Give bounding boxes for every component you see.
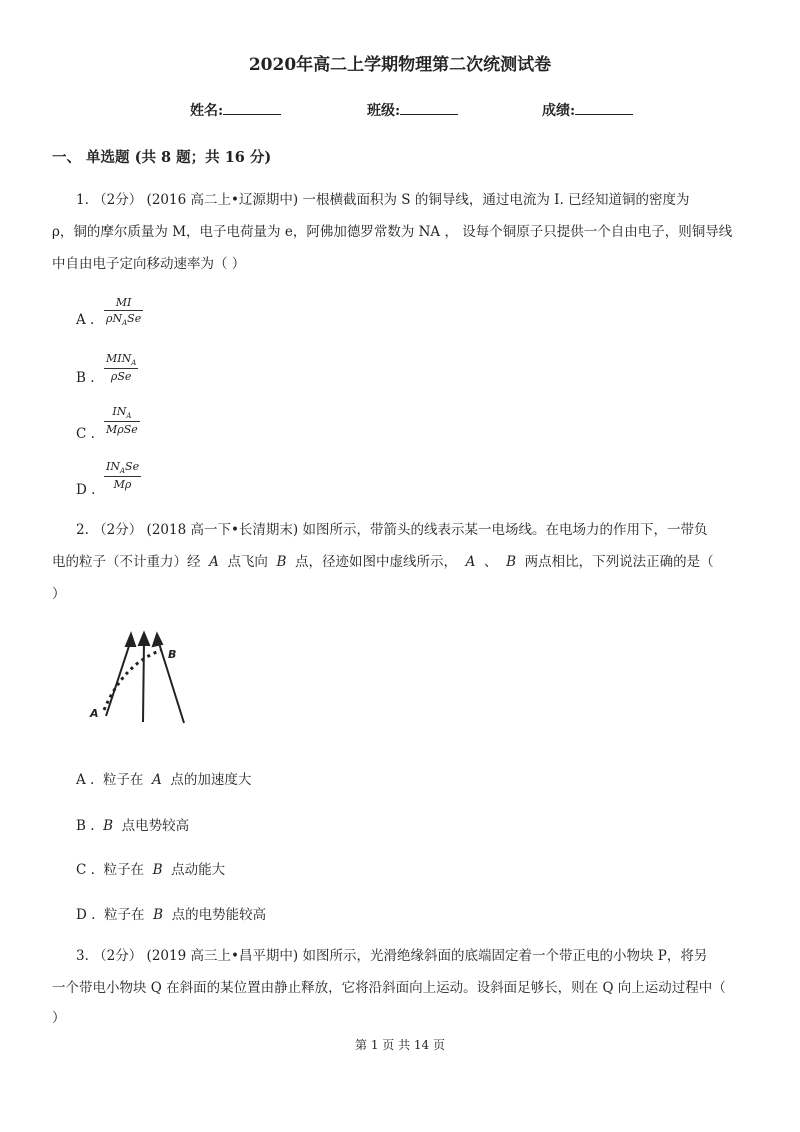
- score-blank: [575, 101, 633, 115]
- fraction-numerator: $IN_A$: [112, 405, 132, 421]
- q1-option-b-label: B .: [76, 370, 95, 386]
- q1-option-d-label: D .: [76, 482, 96, 498]
- q2-option-b: B . B 点电势较高: [76, 818, 190, 834]
- q1-option-a-formula: [104, 296, 143, 327]
- name-field: [190, 100, 281, 120]
- particle-trajectory: [104, 650, 162, 710]
- q3-line2: 一个带电小物块 Q 在斜面的某位置由静止释放，它将沿斜面向上运动。设斜面足够长，则在 Q 向上运动过程中（: [52, 980, 726, 996]
- q1-line1: 1. （2分） (2016 高二上•辽源期中) 一根横截面积为 S 的铜导线，通过电流为 I. 已经知道铜的密度为: [76, 192, 690, 208]
- arrow-head-left: [126, 634, 135, 646]
- name-blank: [223, 101, 281, 115]
- score-field: [542, 100, 633, 120]
- q2-line2: 电的粒子（不计重力）经 A 点飞向 B 点，径迹如图中虚线所示， A 、 B 两点相比，下列说法正确的是（: [52, 554, 714, 570]
- point-a-label: A: [209, 554, 219, 570]
- page-footer: 第 1 页 共 14 页: [355, 1038, 445, 1052]
- fraction-denominator: Mρ: [113, 478, 132, 492]
- page-title: 2020年高二上学期物理第二次统测试卷: [248, 55, 552, 75]
- figure-label-b: B: [168, 648, 177, 661]
- q1-line2: ρ，铜的摩尔质量为 M，电子电荷量为 e，阿佛加德罗常数为 NA ， 设每个铜原子只提供一个自由电子，则铜导线: [52, 224, 733, 240]
- class-blank: [400, 101, 458, 115]
- field-line-left: [106, 640, 131, 716]
- fraction-numerator: MI: [115, 296, 132, 309]
- fraction-bar: [104, 476, 141, 477]
- fraction-bar: [104, 368, 138, 369]
- q2-line3: ）: [52, 586, 66, 602]
- arrow-head-middle: [139, 633, 149, 645]
- q3-line1: 3. （2分） (2019 高三上•昌平期中) 如图所示，光滑绝缘斜面的底端固定着一个带正电的小物块 P，将另: [76, 948, 708, 964]
- arrow-head-right: [153, 634, 162, 646]
- point-b-label: B: [276, 554, 287, 570]
- section-heading: 一、 单选题 (共 8 题；共 16 分): [52, 149, 272, 166]
- q1-option-a-label: A .: [76, 312, 95, 328]
- class-field: [367, 100, 458, 120]
- electric-field-figure: [82, 628, 192, 728]
- q1-option-c-formula: [104, 405, 140, 436]
- fraction-bar: [104, 310, 143, 311]
- fraction-denominator: ρSe: [110, 370, 132, 384]
- q1-option-c-label: C .: [76, 426, 95, 442]
- q1-line3: 中自由电子定向移动速率为（ ）: [52, 256, 246, 272]
- figure-label-a: A: [90, 707, 99, 720]
- fraction-denominator: MρSe: [106, 423, 138, 437]
- fraction-numerator: $IN_ASe$: [106, 460, 140, 476]
- q3-line3: ）: [52, 1010, 66, 1026]
- q1-option-d-formula: [104, 460, 141, 491]
- class-label: 班级:: [367, 103, 401, 119]
- score-label: 成绩:: [542, 103, 576, 119]
- fraction-numerator: $MIN_A$: [106, 352, 137, 368]
- q2-line1: 2. （2分） (2018 高一下•长清期末) 如图所示，带箭头的线表示某一电场线。在电场力的作用下，一带负: [76, 522, 708, 538]
- fraction-denominator: $\rho N_ASe$: [106, 312, 142, 328]
- q2-option-a: A . 粒子在 A 点的加速度大: [76, 772, 252, 788]
- q1-option-b-formula: [104, 352, 138, 383]
- fraction-bar: [104, 421, 140, 422]
- name-label: 姓名:: [190, 103, 224, 119]
- q2-option-d: D . 粒子在 B 点的电势能较高: [76, 907, 267, 923]
- field-line-middle: [143, 640, 144, 722]
- q2-option-c: C . 粒子在 B 点动能大: [76, 862, 226, 878]
